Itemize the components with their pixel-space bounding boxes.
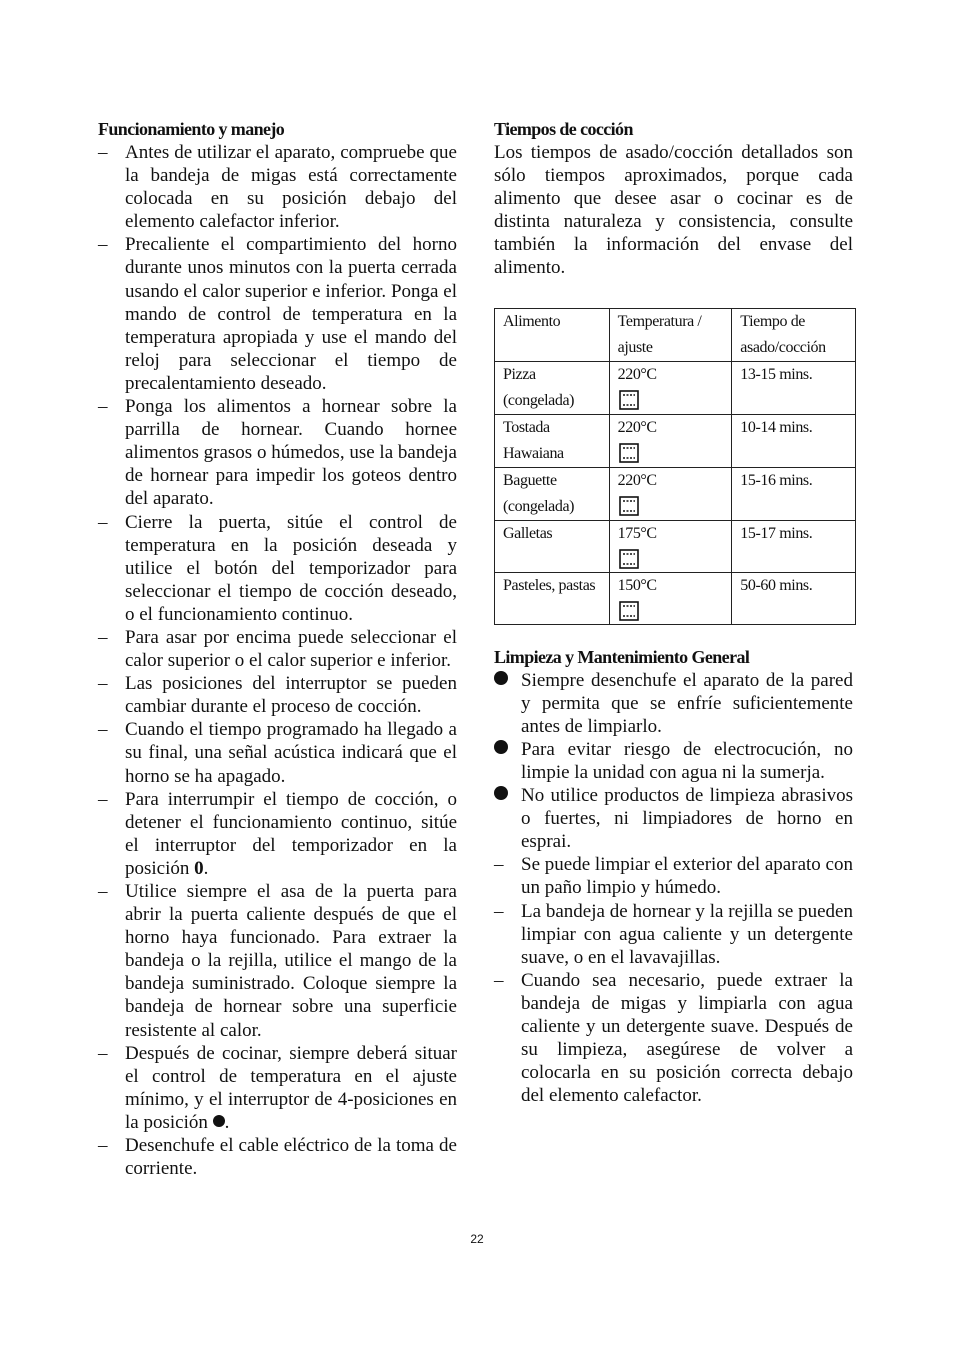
time-cell: 15-16 mins.	[732, 467, 856, 520]
list-item-text: Desenchufe el cable eléctrico de la toma de corriente.	[125, 1135, 457, 1180]
food-cell: Pasteles, pastas	[495, 572, 610, 624]
food-cell: Tostada Hawaiana	[495, 414, 610, 467]
bullet-marker	[494, 738, 521, 761]
list-item	[98, 672, 457, 718]
food-cell: Baguette (congelada)	[495, 467, 610, 520]
oven-top-bottom-heat-icon	[619, 390, 639, 410]
dash-marker: –	[98, 1042, 108, 1064]
list-item	[494, 900, 853, 969]
temperature-cell	[609, 361, 732, 414]
bullet-marker	[494, 784, 521, 807]
bullet-item-text: Siempre desenchufe el aparato de la pared y permita que se enfríe suficientemente antes de limpiarlo.	[521, 669, 853, 737]
temperature-value: 150°C	[617, 576, 657, 594]
list-item-text: Utilice siempre el asa de la puerta para abrir la puerta caliente después de que el horno haya funcionado. Para extraer la bandeja o la rejilla, utilice el mango de la bandeja suministrado. Coloque siempre la bandeja de hornear sobre una superficie resistente al calor.	[125, 881, 457, 1041]
dash-marker: –	[98, 1135, 108, 1157]
list-item	[98, 141, 457, 233]
list-item	[494, 969, 853, 1108]
bullet-dot-icon	[494, 786, 508, 800]
table-row	[495, 414, 856, 467]
position-zero-label: 0	[194, 857, 204, 879]
temperature-value: 220°C	[617, 365, 657, 383]
list-item-text: Cuando el tiempo programado ha llegado a su final, una señal acústica indicará que el horno se ha apagado.	[125, 719, 457, 787]
dash-marker: –	[98, 234, 108, 256]
list-item-text	[125, 1042, 457, 1134]
list-item	[98, 788, 457, 880]
table-row	[495, 520, 856, 572]
dash-marker: –	[98, 673, 108, 695]
dash-marker: –	[98, 788, 108, 810]
bullet-marker	[494, 669, 521, 692]
temperature-cell	[609, 572, 732, 624]
section-heading-cleaning: Limpieza y Mantenimiento General	[494, 646, 750, 667]
list-item-text-part: Después de cocinar, siempre deberá situar el control de temperatura en el ajuste mínimo, y el interruptor de 4-posiciones en la posición	[125, 1042, 457, 1133]
food-cell: Pizza (congelada)	[495, 361, 610, 414]
temperature-cell	[609, 414, 732, 467]
list-item-text: Para asar por encima puede seleccionar el calor superior o el calor superior e inferior.	[125, 626, 457, 672]
temperature-value: 220°C	[617, 471, 657, 489]
off-position-dot-icon	[213, 1115, 225, 1127]
temperature-cell	[609, 520, 732, 572]
table-row	[495, 361, 856, 414]
list-item-text-part: Para interrumpir el tiempo de cocción, o detener el funcionamiento continuo, sitúe el interruptor del temporizador en la posición	[125, 788, 457, 879]
list-item	[98, 395, 457, 510]
list-item-text-end: .	[203, 857, 209, 879]
list-item	[98, 1042, 457, 1134]
table-row	[495, 467, 856, 520]
list-item-text: Cierre la puerta, sitúe el control de temperatura en la posición deseada y utilice el botón del temporizador para seleccionar el tiempo de cocción deseado, o el funcionamiento continuo.	[125, 511, 457, 625]
dash-marker: –	[494, 969, 504, 991]
table-header-row	[495, 308, 856, 361]
dash-marker: –	[98, 626, 108, 648]
oven-top-bottom-heat-icon	[619, 496, 639, 516]
dash-marker: –	[494, 854, 504, 876]
bullet-item	[494, 784, 853, 853]
time-cell: 15-17 mins.	[732, 520, 856, 572]
table-row	[495, 572, 856, 624]
list-item	[494, 853, 853, 899]
dash-marker: –	[494, 900, 504, 922]
section-heading-operation: Funcionamiento y manejo	[98, 119, 285, 139]
table-header-cell: Tiempo de asado/cocción	[732, 308, 856, 361]
list-item	[98, 233, 457, 395]
list-item	[98, 880, 457, 1042]
dash-marker: –	[98, 511, 108, 533]
list-item	[98, 718, 457, 787]
dash-marker: –	[98, 396, 108, 418]
list-item-text: La bandeja de hornear y la rejilla se pueden limpiar con agua caliente y un detergente suave, o en el lavavajillas.	[521, 900, 853, 968]
bullet-item-text: Para evitar riesgo de electrocución, no limpie la unidad con agua ni la sumerja.	[521, 738, 853, 783]
list-item-text: Ponga los alimentos a hornear sobre la parrilla de hornear. Cuando hornee alimentos grasos o húmedos, use la bandeja de hornear para impedir los goteos dentro del aparato.	[125, 396, 457, 510]
dash-marker: –	[98, 719, 108, 741]
dash-marker: –	[98, 881, 108, 902]
list-item-text: Precaliente el compartimiento del horno durante unos minutos con la puerta cerrada usando el calor superior e inferior. Ponga el mando de control de temperatura en la temperatura apropiada y use el mando del reloj para seleccionar el tiempo de precalentamiento deseado.	[125, 234, 457, 394]
bullet-item	[494, 669, 853, 738]
section-heading-cooking-times: Tiempos de cocción	[494, 119, 633, 139]
list-item-text: Las posiciones del interruptor se pueden cambiar durante el proceso de cocción.	[125, 673, 457, 718]
time-cell: 10-14 mins.	[732, 414, 856, 467]
time-cell: 13-15 mins.	[732, 361, 856, 414]
list-item-text: Se puede limpiar el exterior del aparato con un paño limpio y húmedo.	[521, 854, 853, 899]
list-item-text	[125, 788, 457, 880]
temperature-value: 220°C	[617, 418, 657, 436]
food-cell: Galletas	[495, 520, 610, 572]
list-item-text: Cuando sea necesario, puede extraer la bandeja de migas y limpiarla con agua caliente y un detergente suave. Después de su limpieza, asegúrese de volver a colocarla en su posición correcta debajo del elemento calefactor.	[521, 969, 853, 1107]
list-item	[98, 1134, 457, 1180]
temperature-value: 175°C	[617, 524, 657, 542]
list-item-text-end: .	[224, 1111, 230, 1133]
cooking-times-table	[494, 308, 856, 625]
bullet-dot-icon	[494, 671, 508, 685]
right-column	[494, 118, 853, 1107]
oven-top-bottom-heat-icon	[619, 549, 639, 569]
list-item-text: Antes de utilizar el aparato, compruebe que la bandeja de migas está correctamente colocada en su posición debajo del elemento calefactor inferior.	[125, 142, 457, 233]
time-cell: 50-60 mins.	[732, 572, 856, 624]
bullet-item-text: No utilice productos de limpieza abrasivos o fuertes, ni limpiadores de horno en esprai.	[521, 785, 853, 853]
bullet-item	[494, 738, 853, 784]
dash-marker: –	[98, 142, 108, 163]
list-item	[98, 511, 457, 626]
oven-top-bottom-heat-icon	[619, 443, 639, 463]
table-header-cell: Temperatura / ajuste	[609, 308, 732, 361]
table-header-cell: Alimento	[495, 308, 610, 361]
cooking-times-intro: Los tiempos de asado/cocción detallados son sólo tiempos aproximados, porque cada alimento que desee asar o cocinar es de distinta naturaleza y consistencia, consulte también la información del envase del alimento.	[494, 142, 853, 279]
list-item	[98, 626, 457, 672]
bullet-dot-icon	[494, 740, 508, 754]
left-column	[98, 118, 457, 1180]
page-number: 22	[470, 1232, 484, 1246]
temperature-cell	[609, 467, 732, 520]
oven-top-bottom-heat-icon	[619, 601, 639, 621]
